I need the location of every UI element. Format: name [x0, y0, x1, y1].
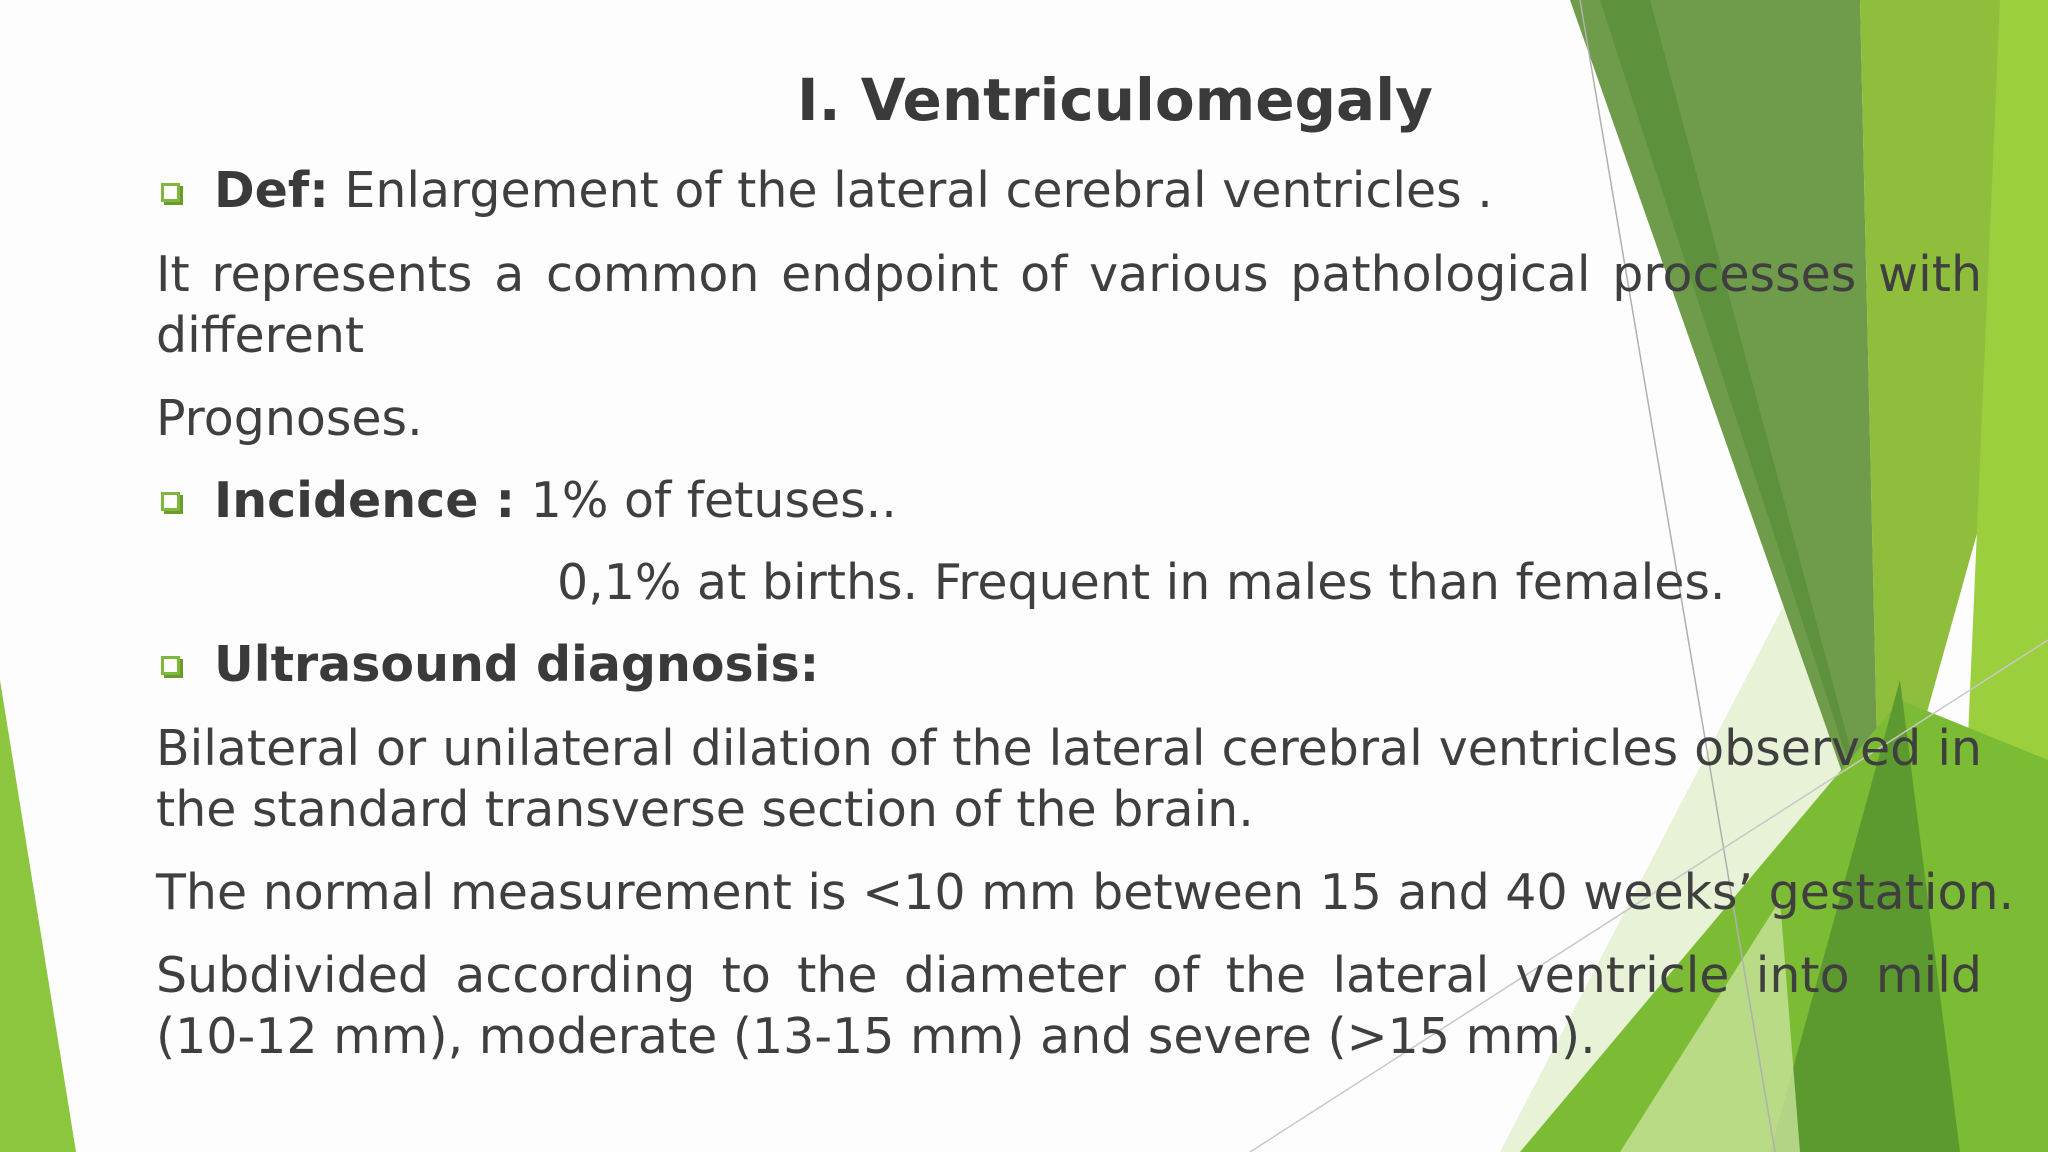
incidence-births-line: 0,1% at births. Frequent in males than females. — [557, 554, 1726, 611]
square-bullet-icon — [161, 656, 180, 675]
square-bullet-icon — [161, 183, 180, 202]
paragraph-normal-measurement: The normal measurement is <10 mm between 15 and 40 weeks’ gestation. — [156, 864, 2015, 921]
def-text: Enlargement of the lateral cerebral ventricles . — [328, 162, 1493, 219]
left-green-sliver — [0, 680, 76, 1152]
ultrasound-label: Ultrasound diagnosis: — [214, 636, 820, 693]
ultrasound-line — [214, 634, 819, 695]
slide-title: I. Ventriculomegaly — [797, 66, 1433, 134]
incidence-label: Incidence : — [214, 472, 516, 529]
incidence-line — [214, 470, 897, 531]
paragraph-prognoses: Prognoses. — [156, 390, 423, 447]
square-bullet-icon — [161, 492, 180, 511]
paragraph-common-endpoint: It represents a common endpoint of various pathological processes with different — [156, 246, 1982, 364]
paragraph-subdivided: Subdivided according to the diameter of the lateral ventricle into mild (10-12 mm), moderate (13-15 mm) and severe (>15 mm). — [156, 947, 1982, 1065]
def-label: Def: — [214, 162, 329, 219]
paragraph-dilation: Bilateral or unilateral dilation of the lateral cerebral ventricles observed in the standard transverse section of the brain. — [156, 720, 1982, 838]
incidence-text: 1% of fetuses.. — [515, 472, 897, 529]
def-line — [214, 160, 1493, 221]
